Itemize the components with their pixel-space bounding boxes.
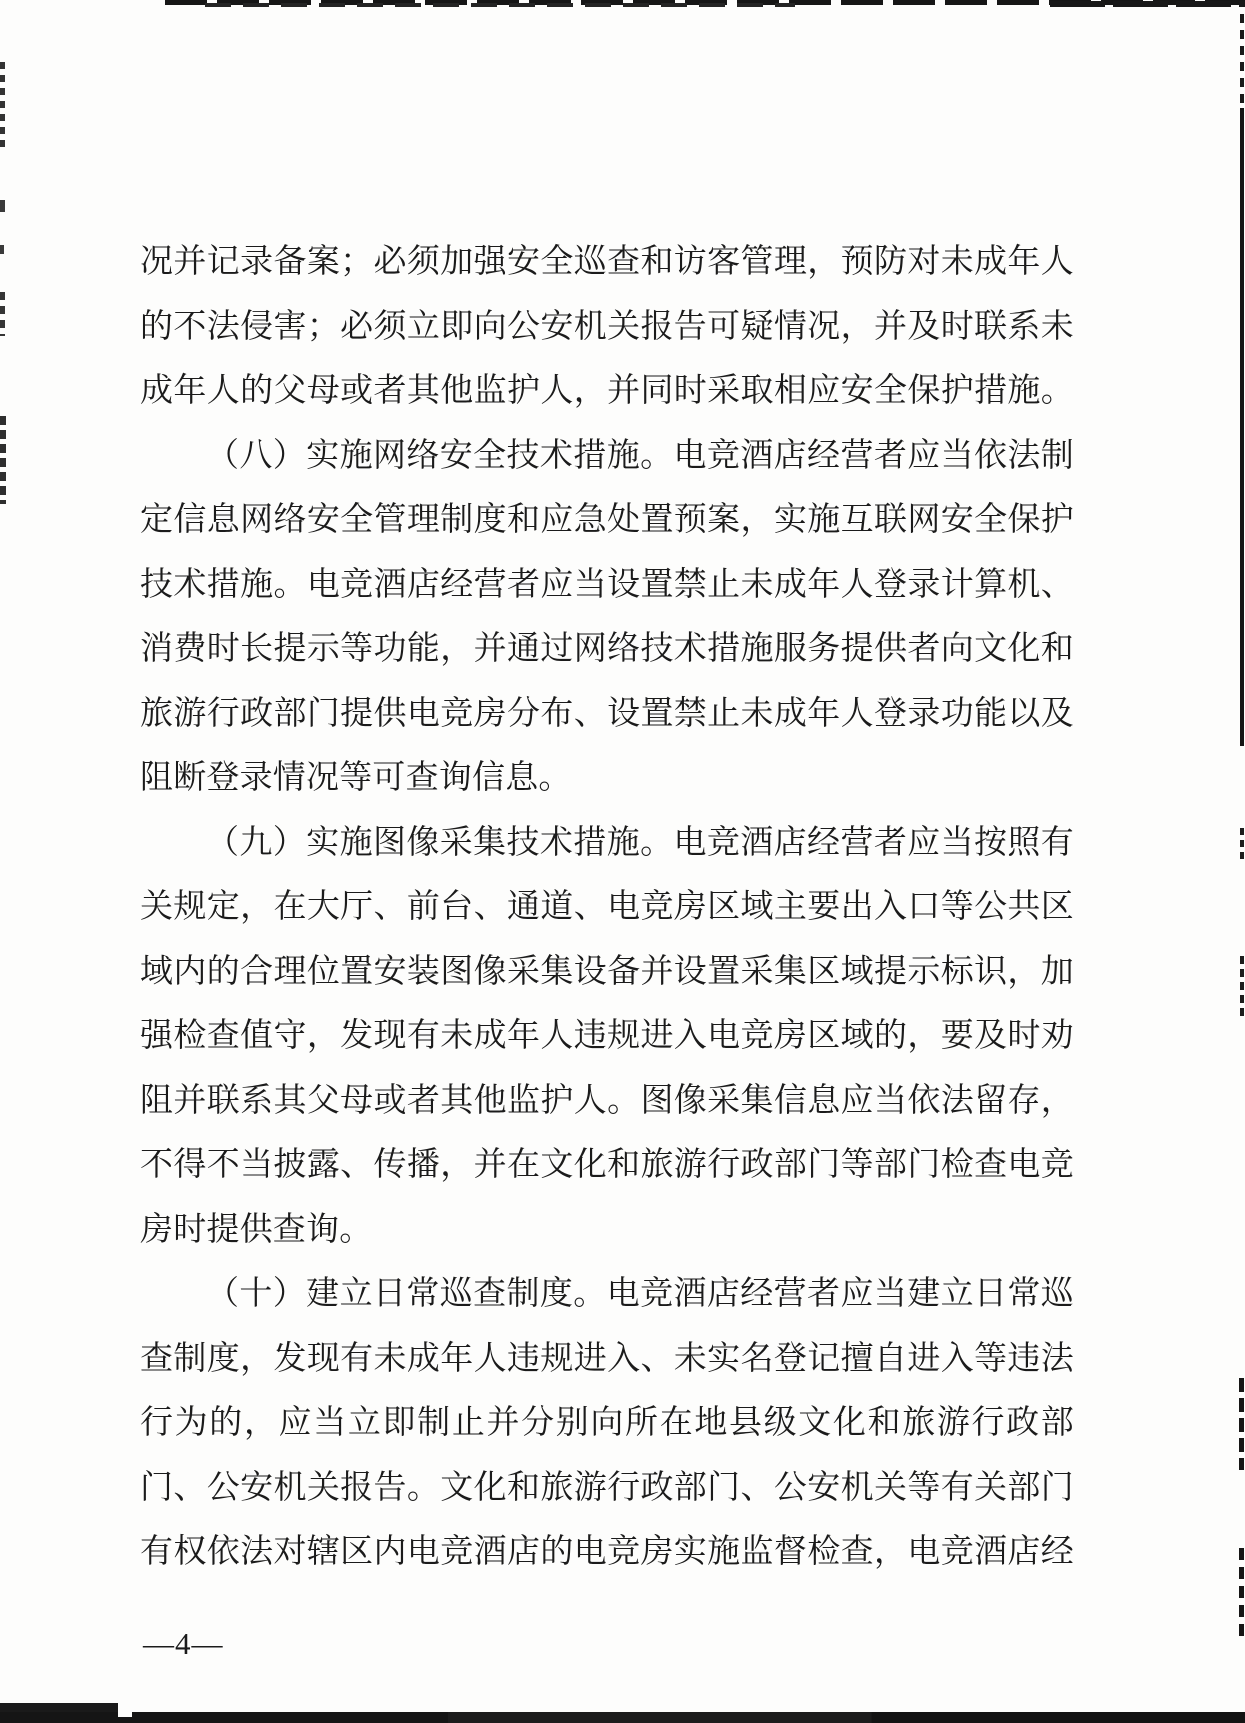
scan-artifact-left-edge xyxy=(0,62,5,148)
scan-artifact-left-edge xyxy=(0,416,6,504)
text-line: 行为的，应当立即制止并分别向所在地县级文化和旅游行政部 xyxy=(140,1405,1074,1441)
text-line: 的不法侵害；必须立即向公安机关报告可疑情况，并及时联系未 xyxy=(140,308,1074,345)
document-body xyxy=(140,230,1074,1585)
text-line: 阻断登录情况等可查询信息。 xyxy=(140,760,572,796)
scan-artifact-top-edge xyxy=(205,3,795,7)
text-line: （九）实施图像采集技术措施。电竞酒店经营者应当按照有 xyxy=(206,824,1074,861)
scan-artifact-left-edge xyxy=(0,292,5,336)
text-line: 有权依法对辖区内电竞酒店的电竞房实施监督检查，电竞酒店经 xyxy=(140,1534,1074,1570)
text-line: 关规定，在大厅、前台、通道、电竞房区域主要出入口等公共区 xyxy=(140,889,1074,925)
text-line: 门、公安机关报告。文化和旅游行政部门、公安机关等有关部门 xyxy=(140,1469,1074,1506)
scan-artifact-right-edge xyxy=(1239,1548,1244,1636)
text-line: 域内的合理位置安装图像采集设备并设置采集区域提示标识，加 xyxy=(140,953,1074,990)
text-line: （十）建立日常巡查制度。电竞酒店经营者应当建立日常巡 xyxy=(206,1276,1074,1312)
text-line: 技术措施。电竞酒店经营者应当设置禁止未成年人登录计算机、 xyxy=(140,566,1074,603)
scan-artifact-bottom-edge xyxy=(118,1712,132,1717)
page-number: —4— xyxy=(143,1626,224,1661)
text-line: 消费时长提示等功能，并通过网络技术措施服务提供者向文化和 xyxy=(140,631,1074,667)
scan-artifact-top-edge xyxy=(1050,1,1245,7)
text-line: 阻并联系其父母或者其他监护人。图像采集信息应当依法留存， xyxy=(140,1082,1074,1119)
text-line: 查制度，发现有未成年人违规进入、未实名登记擅自进入等违法 xyxy=(140,1340,1074,1377)
text-line: 成年人的父母或者其他监护人，并同时采取相应安全保护措施。 xyxy=(140,373,1074,409)
scan-artifact-left-edge xyxy=(0,200,5,212)
text-line: 旅游行政部门提供电竞房分布、设置禁止未成年人登录功能以及 xyxy=(140,695,1074,732)
scan-artifact-right-edge xyxy=(1240,956,1244,1020)
scan-artifact-right-edge xyxy=(1240,108,1244,746)
scan-artifact-bottom-edge xyxy=(0,1703,118,1716)
text-line: 房时提供查询。 xyxy=(140,1211,373,1248)
text-line: 况并记录备案；必须加强安全巡查和访客管理，预防对未成年人 xyxy=(140,244,1074,280)
text-line: （八）实施网络安全技术措施。电竞酒店经营者应当依法制 xyxy=(206,437,1074,474)
scan-artifact-right-edge xyxy=(1239,1378,1244,1470)
text-line: 不得不当披露、传播，并在文化和旅游行政部门等部门检查电竞 xyxy=(140,1147,1074,1183)
scan-artifact-bottom-edge xyxy=(0,1712,1245,1723)
text-line: 定信息网络安全管理制度和应急处置预案，实施互联网安全保护 xyxy=(140,502,1074,538)
text-line: 强检查值守，发现有未成年人违规进入电竞房区域的，要及时劝 xyxy=(140,1018,1074,1054)
scan-artifact-right-edge xyxy=(1240,828,1244,864)
scan-artifact-top-edge xyxy=(165,0,1245,5)
scan-artifact-left-edge xyxy=(0,245,4,254)
scan-artifact-right-edge xyxy=(1240,14,1244,110)
